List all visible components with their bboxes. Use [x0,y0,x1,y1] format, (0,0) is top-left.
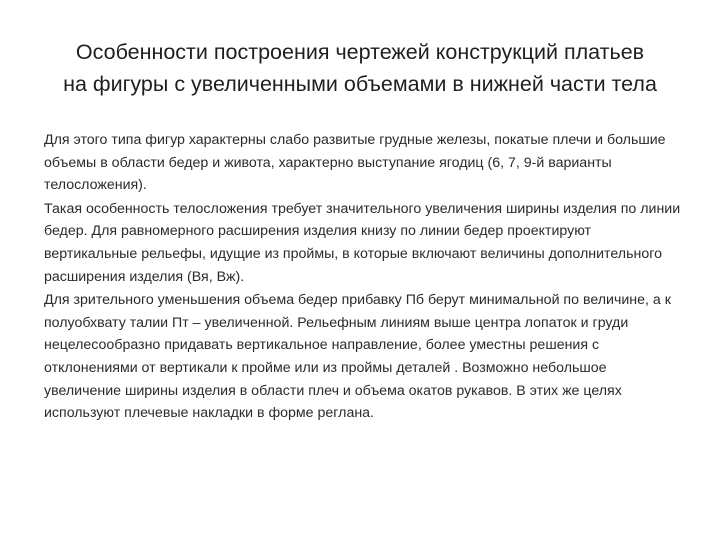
slide-title-line-2: на фигуры с увеличенными объемами в нижней части тела [63,72,657,96]
slide-title-line-1: Особенности построения чертежей конструкций платьев [75,40,645,64]
paragraph-visual-reduction: Для зрительного уменьшения объема бедер прибавку Пб берут минимальной по величине, а к полуобхвату талии Пт – увеличенной. Рельефным линиям выше центра лопаток и груди нецелесообразно придавать вертикальное направление, более уместны решения с отклонениями от вертикали к пройме или из проймы деталей . Возможно небольшое увеличение ширины изделия в области плеч и объема окатов рукавов. В этих же целях используют плечевые накладки в форме реглана. [44,292,671,422]
slide-title [36,36,684,100]
paragraph-width-increase: Такая особенность телосложения требует значительного увеличения ширины изделия по линии бедер. Для равномерного расширения изделия книзу по линии бедер проектируют вертикальные рельефы, идущие из проймы, в которые включают величины дополнительного расширения изделия (Вя, Вж). [44,200,681,285]
slide-body [44,129,684,426]
paragraph-figure-type: Для этого типа фигур характерны слабо развитые грудные железы, покатые плечи и большие объемы в области бедер и живота, характерно выступание ягодиц (6, 7, 9-й варианты телосложения). [44,132,666,194]
